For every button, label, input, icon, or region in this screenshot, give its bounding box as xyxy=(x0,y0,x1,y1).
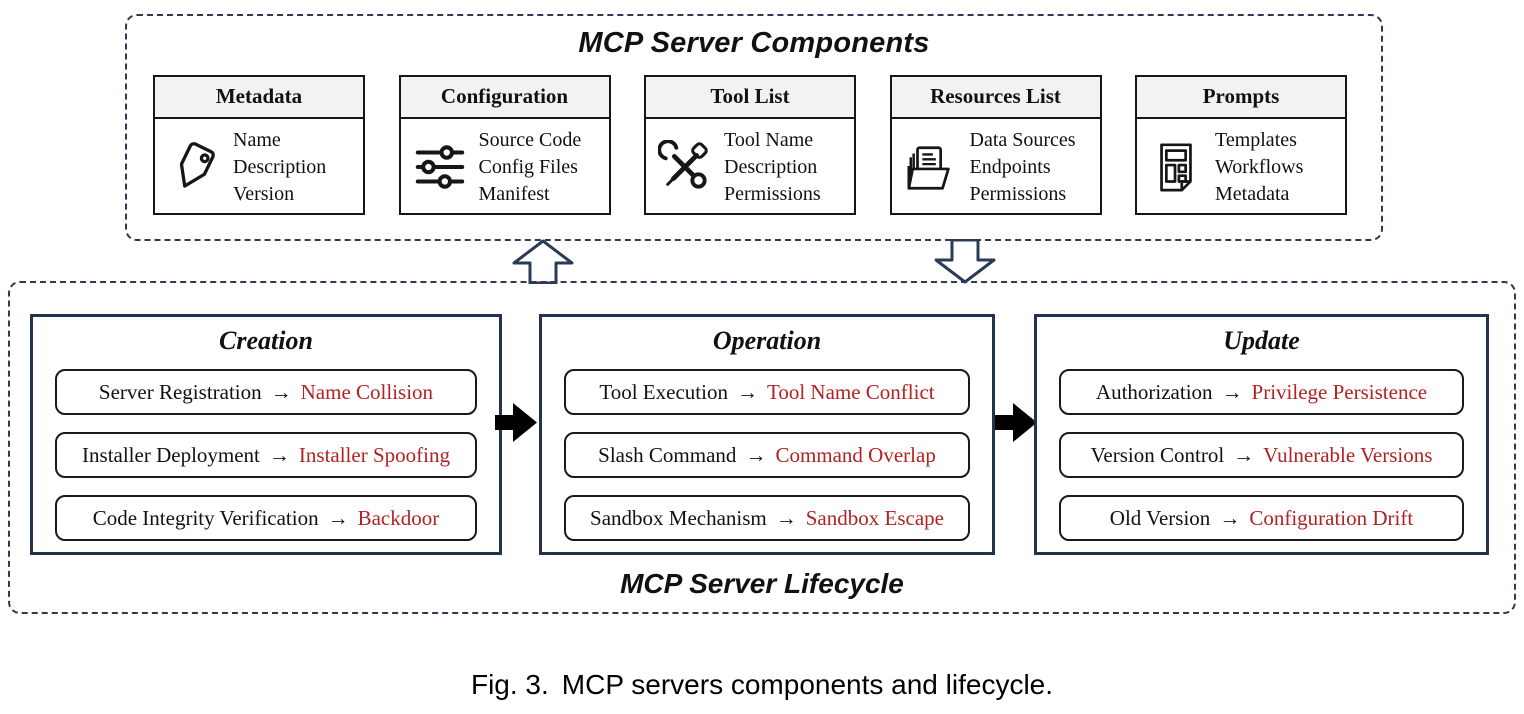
card-line: Permissions xyxy=(724,182,821,205)
lifecycle-stage-update xyxy=(1034,314,1489,555)
component-card-body xyxy=(401,119,609,215)
component-card-title: Metadata xyxy=(155,77,363,119)
risk-label: Installer Spoofing xyxy=(298,442,450,467)
flow-arrow-icon xyxy=(995,400,1037,445)
card-line: Config Files xyxy=(478,155,578,178)
stage-items xyxy=(1059,369,1464,541)
component-card-title: Prompts xyxy=(1137,77,1345,119)
card-line: Metadata xyxy=(1215,182,1290,205)
stage-items xyxy=(564,369,970,541)
component-card-body xyxy=(155,119,363,215)
right-arrow-glyph: → xyxy=(775,505,797,530)
risk-label: Tool Name Conflict xyxy=(766,379,935,404)
stage-title: Operation xyxy=(712,326,822,355)
step-label: Authorization xyxy=(1095,379,1213,404)
lifecycle-stage-creation xyxy=(30,314,502,555)
risk-label: Command Overlap xyxy=(775,442,936,467)
component-card-resources-list xyxy=(890,75,1102,215)
card-line: Name xyxy=(233,128,281,151)
lifecycle-panel xyxy=(8,281,1516,614)
step-label: Server Registration xyxy=(98,379,262,404)
component-card-title: Tool List xyxy=(646,77,854,119)
caption-fig-label: Fig. 3. xyxy=(470,669,549,700)
lifecycle-item xyxy=(1059,495,1464,541)
card-line: Source Code xyxy=(478,128,582,151)
right-arrow-glyph: → xyxy=(1219,505,1241,530)
step-label: Installer Deployment xyxy=(82,442,260,467)
components-panel xyxy=(125,14,1383,241)
tools-icon xyxy=(658,140,712,194)
risk-label: Configuration Drift xyxy=(1249,505,1414,530)
tag-icon xyxy=(167,140,221,194)
component-card-lines xyxy=(479,127,582,208)
figure-caption xyxy=(0,669,1524,701)
component-card-lines xyxy=(970,127,1076,208)
template-icon xyxy=(1149,140,1203,194)
component-card-lines xyxy=(233,127,326,208)
risk-label: Vulnerable Versions xyxy=(1263,442,1433,467)
card-line: Description xyxy=(233,155,327,178)
lifecycle-item xyxy=(55,432,477,478)
caption-text: MCP servers components and lifecycle. xyxy=(561,669,1054,700)
component-card-body xyxy=(892,119,1100,215)
right-arrow-glyph: → xyxy=(270,379,292,404)
component-card-configuration xyxy=(399,75,611,215)
lifecycle-item xyxy=(564,432,970,478)
card-line: Workflows xyxy=(1215,155,1304,178)
component-card-title: Configuration xyxy=(401,77,609,119)
lifecycle-item xyxy=(564,369,970,415)
component-card-tool-list xyxy=(644,75,856,215)
stage-title: Creation xyxy=(219,326,313,355)
card-line: Data Sources xyxy=(969,128,1076,151)
lifecycle-item xyxy=(55,495,477,541)
lifecycle-item xyxy=(1059,369,1464,415)
stage-items xyxy=(55,369,477,541)
stage-title: Update xyxy=(1223,326,1300,355)
card-line: Version xyxy=(233,182,295,205)
card-line: Endpoints xyxy=(969,155,1051,178)
component-card-title: Resources List xyxy=(892,77,1100,119)
component-card-body xyxy=(646,119,854,215)
risk-label: Name Collision xyxy=(300,379,434,404)
card-line: Permissions xyxy=(969,182,1067,205)
component-card-body xyxy=(1137,119,1345,215)
lifecycle-stage-operation xyxy=(539,314,995,555)
arrow-down-icon xyxy=(933,239,997,284)
lifecycle-item xyxy=(564,495,970,541)
right-arrow-glyph: → xyxy=(745,442,767,467)
step-label: Old Version xyxy=(1109,505,1211,530)
right-arrow-glyph: → xyxy=(736,379,758,404)
component-card-prompts xyxy=(1135,75,1347,215)
step-label: Slash Command xyxy=(598,442,737,467)
lifecycle-item xyxy=(1059,432,1464,478)
step-label: Version Control xyxy=(1090,442,1225,467)
flow-arrow-icon xyxy=(495,400,537,445)
card-line: Manifest xyxy=(478,182,550,205)
right-arrow-glyph: → xyxy=(1221,379,1243,404)
risk-label: Sandbox Escape xyxy=(805,505,944,530)
card-line: Tool Name xyxy=(724,128,814,151)
lifecycle-item xyxy=(55,369,477,415)
arrow-up-icon xyxy=(511,239,575,284)
step-label: Tool Execution xyxy=(599,379,728,404)
risk-label: Privilege Persistence xyxy=(1251,379,1428,404)
right-arrow-glyph: → xyxy=(327,505,349,530)
lifecycle-panel-title: MCP Server Lifecycle xyxy=(620,568,904,599)
components-cards-row xyxy=(153,75,1347,215)
components-panel-title: MCP Server Components xyxy=(578,27,930,59)
component-card-lines xyxy=(1215,127,1303,208)
risk-label: Backdoor xyxy=(357,505,440,530)
step-label: Sandbox Mechanism xyxy=(590,505,767,530)
step-label: Code Integrity Verification xyxy=(92,505,319,530)
component-card-lines xyxy=(724,127,821,208)
card-line: Templates xyxy=(1215,128,1297,151)
sliders-icon xyxy=(413,140,467,194)
component-card-metadata xyxy=(153,75,365,215)
right-arrow-glyph: → xyxy=(1233,442,1255,467)
card-line: Description xyxy=(724,155,818,178)
right-arrow-glyph: → xyxy=(268,442,290,467)
folder-documents-icon xyxy=(904,140,958,194)
